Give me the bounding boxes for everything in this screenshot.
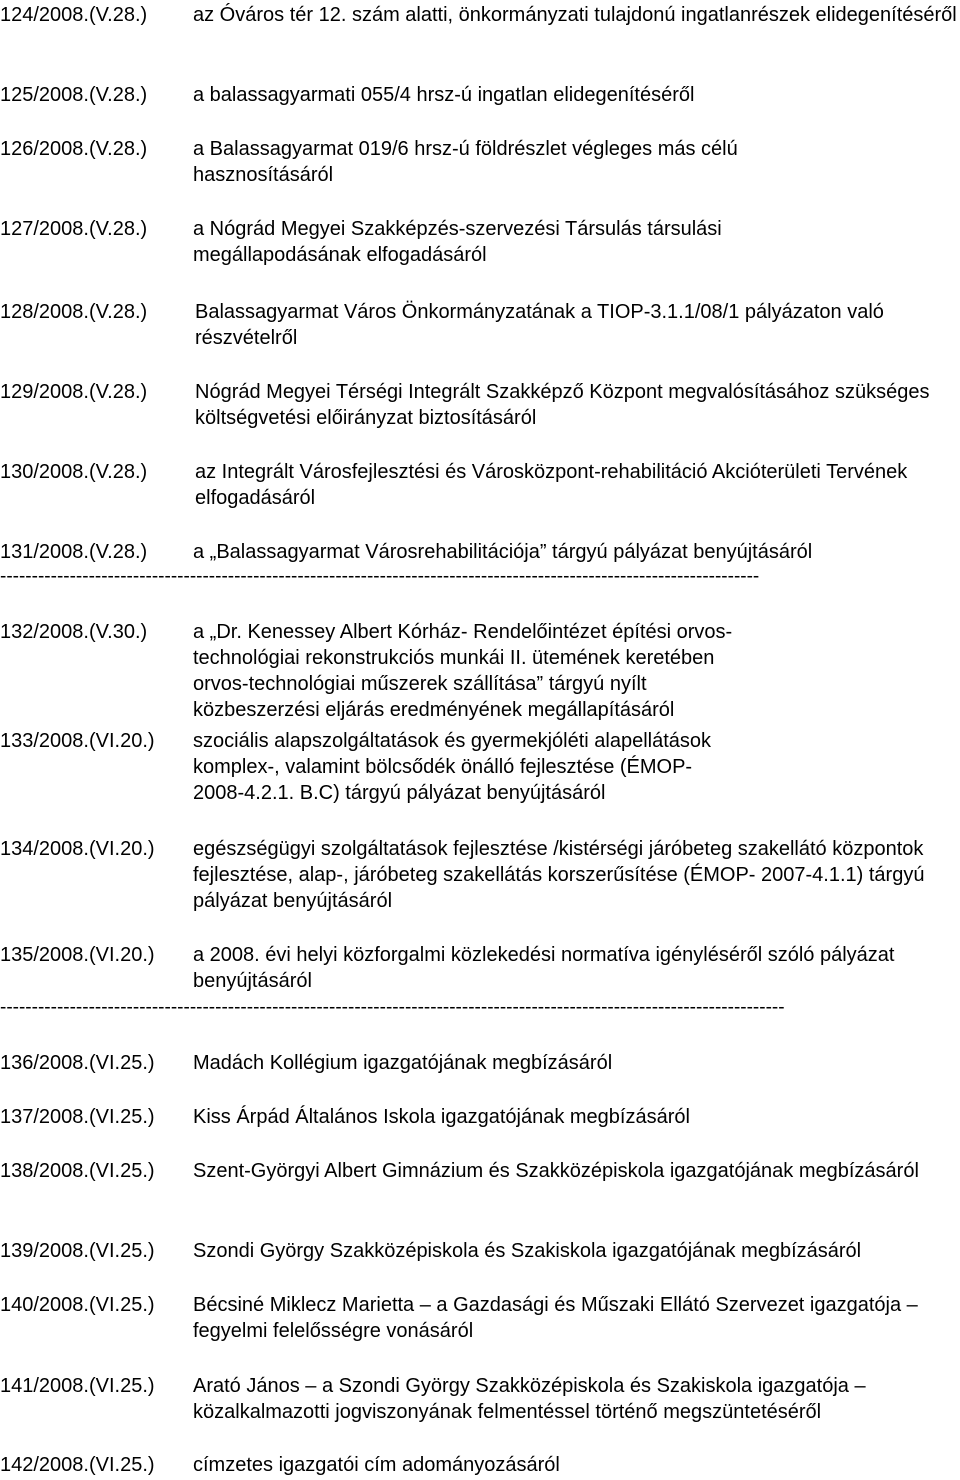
resolution-number: 142/2008.(VI.25.) bbox=[0, 1454, 155, 1476]
resolution-entry bbox=[0, 379, 960, 433]
resolution-entry bbox=[0, 82, 960, 110]
resolution-number: 134/2008.(VI.20.) bbox=[0, 838, 155, 860]
resolution-number: 132/2008.(V.30.) bbox=[0, 621, 148, 643]
resolution-number: 131/2008.(V.28.) bbox=[0, 541, 148, 563]
resolution-title: egészségügyi szolgáltatások fejlesztése /kistérségi járóbeteg szakellátó központok fejlesztése, alap-, járóbeteg szakellátás korszerűsítése (ÉMOP- 2007-4.1.1) tárgyú pályázat benyújtásáról bbox=[193, 838, 925, 912]
resolution-number: 124/2008.(V.28.) bbox=[0, 4, 148, 26]
separator-line: ------------------------------------------------------------------------------------------------------------------------ bbox=[0, 567, 760, 587]
resolution-number: 136/2008.(VI.25.) bbox=[0, 1052, 155, 1074]
resolution-title: címzetes igazgatói cím adományozásáról bbox=[193, 1454, 560, 1476]
resolution-number: 138/2008.(VI.25.) bbox=[0, 1160, 155, 1182]
resolution-entry bbox=[0, 2, 960, 56]
resolution-title: Szent-Györgyi Albert Gimnázium és Szakközépiskola igazgatójának megbízásáról bbox=[193, 1160, 919, 1182]
resolution-entry bbox=[0, 1158, 960, 1212]
resolution-entry bbox=[0, 459, 960, 513]
resolution-entry bbox=[0, 1050, 960, 1078]
resolution-title: az Óváros tér 12. szám alatti, önkormányzati tulajdonú ingatlanrészek elidegenítéséről bbox=[193, 4, 957, 26]
resolution-entry bbox=[0, 299, 960, 353]
resolution-title: a Nógrád Megyei Szakképzés-szervezési Társulás társulási megállapodásának elfogadásáról bbox=[193, 218, 722, 266]
resolution-number: 128/2008.(V.28.) bbox=[0, 301, 148, 323]
resolution-title: Arató János – a Szondi György Szakközépiskola és Szakiskola igazgatója – közalkalmazotti jogviszonyának felmentéssel történő megszüntetéséről bbox=[193, 1375, 866, 1423]
resolution-entry bbox=[0, 619, 960, 729]
resolution-number: 137/2008.(VI.25.) bbox=[0, 1106, 155, 1128]
resolution-entry bbox=[0, 216, 960, 270]
resolution-number: 139/2008.(VI.25.) bbox=[0, 1240, 155, 1262]
resolution-title: Nógrád Megyei Térségi Integrált Szakképző Központ megvalósításához szükséges költségvetési előirányzat biztosításáról bbox=[195, 381, 930, 429]
resolution-entry bbox=[0, 942, 960, 996]
resolution-number: 125/2008.(V.28.) bbox=[0, 84, 148, 106]
resolution-number: 140/2008.(VI.25.) bbox=[0, 1294, 155, 1316]
resolution-entry bbox=[0, 836, 960, 918]
resolution-number: 135/2008.(VI.20.) bbox=[0, 944, 155, 966]
resolution-title: a balassagyarmati 055/4 hrsz-ú ingatlan elidegenítéséről bbox=[193, 84, 695, 106]
resolution-title: a Balassagyarmat 019/6 hrsz-ú földrészlet végleges más célú hasznosításáról bbox=[193, 138, 738, 186]
resolution-entry bbox=[0, 1292, 960, 1346]
resolution-number: 133/2008.(VI.20.) bbox=[0, 730, 155, 752]
separator-line: ---------------------------------------------------------------------------------------------------------------------------- bbox=[0, 998, 785, 1018]
resolution-number: 126/2008.(V.28.) bbox=[0, 138, 148, 160]
resolution-title: Madách Kollégium igazgatójának megbízásáról bbox=[193, 1052, 613, 1074]
resolution-title: az Integrált Városfejlesztési és Városközpont-rehabilitáció Akcióterületi Tervének elfogadásáról bbox=[195, 461, 908, 509]
resolution-title: Balassagyarmat Város Önkormányzatának a TIOP-3.1.1/08/1 pályázaton való részvételről bbox=[195, 301, 884, 349]
resolution-title: a 2008. évi helyi közforgalmi közlekedési normatíva igényléséről szóló pályázat benyújtásáról bbox=[193, 944, 895, 992]
resolution-title: Bécsiné Miklecz Marietta – a Gazdasági és Műszaki Ellátó Szervezet igazgatója – fegyelmi felelősségre vonásáról bbox=[193, 1294, 918, 1342]
resolution-entry bbox=[0, 1238, 960, 1292]
resolution-entry bbox=[0, 1452, 960, 1480]
resolution-entry bbox=[0, 1373, 960, 1427]
resolution-title: a „Dr. Kenessey Albert Kórház- Rendelőintézet építési orvos-technológiai rekonstrukciós munkái II. ütemének keretében orvos-technológiai műszerek szállítása” tárgyú nyílt közbeszerzési eljárás eredményének megállapításáról bbox=[193, 621, 733, 721]
resolution-number: 141/2008.(VI.25.) bbox=[0, 1375, 155, 1397]
resolution-title: Szondi György Szakközépiskola és Szakiskola igazgatójának megbízásáról bbox=[193, 1240, 862, 1262]
resolution-entry bbox=[0, 728, 960, 810]
resolution-entry bbox=[0, 1104, 960, 1132]
resolution-number: 130/2008.(V.28.) bbox=[0, 461, 148, 483]
resolution-title: szociális alapszolgáltatások és gyermekjóléti alapellátások komplex-, valamint bölcsődék önálló fejlesztése (ÉMOP-2008-4.2.1. B.C) tárgyú pályázat benyújtásáról bbox=[193, 730, 712, 804]
resolution-number: 129/2008.(V.28.) bbox=[0, 381, 148, 403]
resolution-number: 127/2008.(V.28.) bbox=[0, 218, 148, 240]
resolution-title: a „Balassagyarmat Városrehabilitációja” tárgyú pályázat benyújtásáról bbox=[193, 541, 813, 563]
resolution-entry bbox=[0, 136, 960, 190]
resolution-entry bbox=[0, 539, 960, 567]
resolution-title: Kiss Árpád Általános Iskola igazgatójának megbízásáról bbox=[193, 1106, 690, 1128]
